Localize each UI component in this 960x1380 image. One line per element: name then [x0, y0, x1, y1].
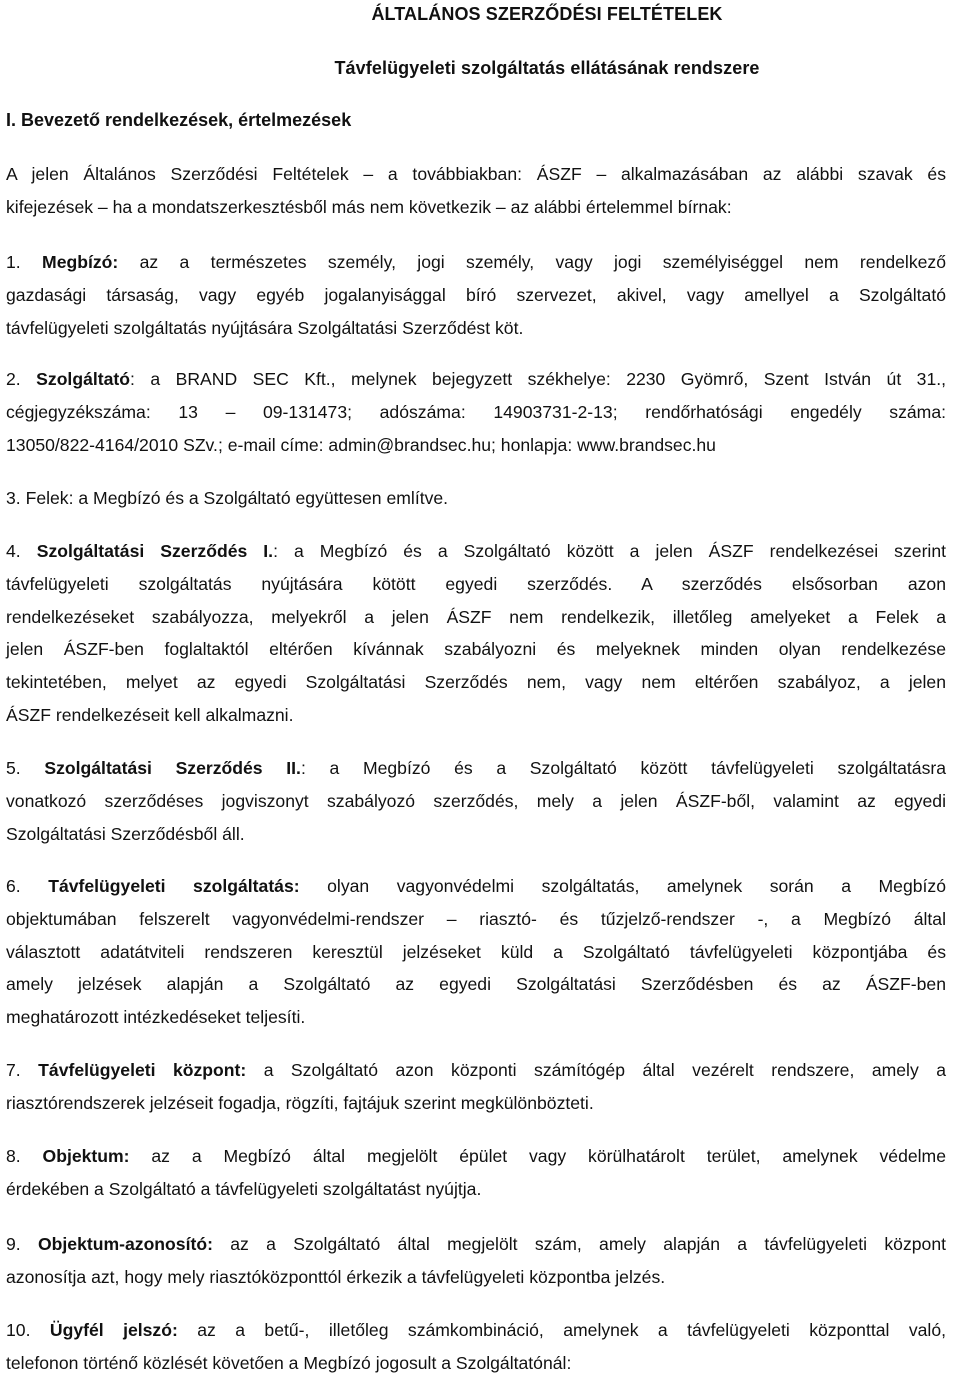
definition-line: gazdasági társaság, vagy egyéb jogalanyisággal bíró szervezet, akivel, vagy amellyel a Szolgáltató [6, 284, 946, 305]
definition-item-8 [6, 1140, 946, 1206]
definition-line: tekintetében, melyet az egyedi Szolgáltatási Szerződés nem, vagy nem eltérően szabályoz, a jelen [6, 672, 946, 693]
definition-item-10 [6, 1314, 946, 1380]
definition-line: rendelkezéseket szabályozza, melyekről a jelen ÁSZF nem rendelkezik, illetőleg amelyeket a Felek a [6, 606, 946, 627]
item-number: 9. [6, 1234, 21, 1254]
definition-text: : a Megbízó és a Szolgáltató között a jelen ÁSZF rendelkezései szerint [273, 541, 947, 561]
definition-line: amely jelzések alapján a Szolgáltató az egyedi Szolgáltatási Szerződésben és az ÁSZF-ben [6, 974, 946, 995]
definition-line: riasztórendszerek jelzéseit fogadja, rögzíti, fajtájuk szerint megkülönbözteti. [6, 1092, 594, 1113]
definition-line: Szolgáltatási Szerződésből áll. [6, 823, 245, 844]
definition-line [6, 870, 946, 903]
section-heading: I. Bevezető rendelkezések, értelmezések [6, 110, 352, 130]
definition-text: a Szolgáltató azon központi számítógép által vezérelt rendszere, amely a [246, 1060, 946, 1080]
definition-line [6, 363, 946, 396]
definition-term-rest: : a BRAND SEC Kft. [130, 369, 331, 389]
item-number: 10. [6, 1320, 31, 1340]
definition-line: érdekében a Szolgáltató a távfelügyeleti szolgáltatást nyújtja. [6, 1178, 482, 1199]
definition-term: Ügyfél jelszó: [49, 1320, 178, 1340]
definition-line: távfelügyeleti szolgáltatás nyújtására kötött egyedi szerződés. A szerződés elsősorban azon [6, 573, 946, 594]
definition-line: jelen ÁSZF-ben foglaltaktól eltérően kívánnak szabályozni és melyeknek minden olyan rendelkezése [6, 639, 946, 660]
item-number: 1. [6, 252, 21, 272]
definition-text: az a betű-, illetőleg számkombináció, amelynek a távfelügyeleti központtal való, [177, 1320, 947, 1340]
definition-line: ÁSZF rendelkezéseit kell alkalmazni. [6, 704, 294, 725]
definition-line [6, 246, 946, 279]
definition-item-2 [6, 363, 946, 461]
definition-term: Szolgáltatási Szerződés II. [44, 758, 301, 778]
definition-item-4 [6, 535, 946, 732]
definition-line: telefonon történő közlését követően a Megbízó jogosult a Szolgáltatónál: [6, 1352, 572, 1373]
definition-text: , melynek bejegyzett székhelye: 2230 Gyömrő, Szent István út 31., [330, 369, 947, 389]
definition-line: választott adatátviteli rendszeren keresztül jelzéseket küld a Szolgáltató távfelügyeleti központjába és [6, 941, 946, 962]
item-number: 5. [6, 758, 21, 778]
definition-item-1 [6, 246, 946, 344]
definition-line [6, 535, 946, 568]
definition-line: objektumában felszerelt vagyonvédelmi-rendszer – riasztó- és tűzjelző-rendszer -, a Megbízó által [6, 908, 946, 929]
definition-line [6, 1054, 946, 1087]
definition-line: távfelügyeleti szolgáltatás nyújtására Szolgáltatási Szerződést köt. [6, 317, 524, 338]
definition-text: : a Megbízó és a Szolgáltató között távfelügyeleti szolgáltatásra [300, 758, 947, 778]
definition-item-7 [6, 1054, 946, 1120]
definition-text: Felek: a Megbízó és a Szolgáltató együttesen említve. [25, 488, 449, 508]
item-number: 7. [6, 1060, 21, 1080]
definition-line [6, 1228, 946, 1261]
document-title: ÁLTALÁNOS SZERZŐDÉSI FELTÉTELEK [371, 4, 723, 24]
definition-line: vonatkozó szerződéses jogviszonyt szabályozó szerződés, mely a jelen ÁSZF-ből, valamint az egyedi [6, 790, 946, 811]
definition-line [6, 752, 946, 785]
definition-line: 13050/822-4164/2010 SZv.; e-mail címe: admin@brandsec.hu; honlapja: www.brandsec.hu [6, 434, 716, 455]
definition-term: Szolgáltató [36, 369, 130, 389]
definition-text: az a Megbízó által megjelölt épület vagy körülhatárolt terület, amelynek védelme [129, 1146, 946, 1166]
definition-item-9 [6, 1228, 946, 1294]
intro-line: A jelen Általános Szerződési Feltételek – a továbbiakban: ÁSZF – alkalmazásában az alábbi szavak és [6, 164, 946, 184]
definition-item-6 [6, 870, 946, 1034]
item-number: 3. [6, 488, 21, 508]
definition-text: az a természetes személy, jogi személy, vagy jogi személyiséggel nem rendelkező [118, 252, 947, 272]
definition-item-3 [6, 482, 946, 515]
document-subtitle: Távfelügyeleti szolgáltatás ellátásának rendszere [334, 58, 760, 78]
definition-line [6, 482, 946, 515]
definition-line: azonosítja azt, hogy mely riasztóközponttól érkezik a távfelügyeleti központba jelzés. [6, 1266, 666, 1287]
item-number: 2. [6, 369, 21, 389]
definition-term: Objektum: [42, 1146, 130, 1166]
definition-term: Szolgáltatási Szerződés I. [36, 541, 274, 561]
item-number: 6. [6, 876, 21, 896]
definition-line: meghatározott intézkedéseket teljesíti. [6, 1007, 306, 1028]
definition-line [6, 1140, 946, 1173]
intro-paragraph [6, 158, 946, 224]
item-number: 4. [6, 541, 21, 561]
definition-item-5 [6, 752, 946, 850]
definition-text: olyan vagyonvédelmi szolgáltatás, amelynek során a Megbízó [299, 876, 946, 896]
definition-line [6, 1314, 946, 1347]
definition-line: cégjegyzékszáma: 13 – 09-131473; adószáma: 14903731-2-13; rendőrhatósági engedély száma: [6, 401, 946, 422]
definition-text: az a Szolgáltató által megjelölt szám, amely alapján a távfelügyeleti központ [212, 1234, 946, 1254]
definition-term: Távfelügyeleti központ: [38, 1060, 247, 1080]
definition-term: Objektum-azonosító: [37, 1234, 213, 1254]
intro-line: kifejezések – ha a mondatszerkesztésből más nem következik – az alábbi értelemmel bírnak: [6, 196, 732, 217]
definition-term: Távfelügyeleti szolgáltatás: [48, 876, 300, 896]
definition-term: Megbízó: [42, 252, 119, 272]
item-number: 8. [6, 1146, 21, 1166]
